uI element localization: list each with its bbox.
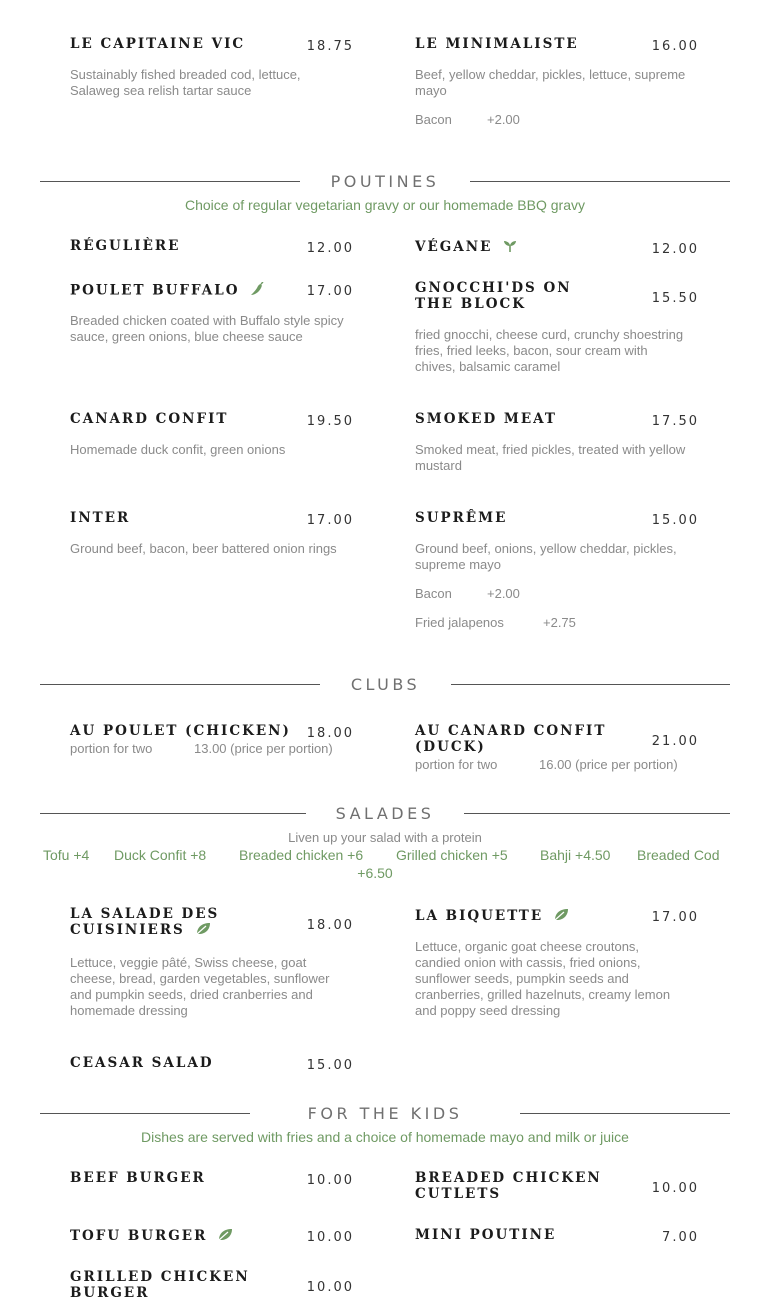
item-name: VÉGANE <box>415 239 493 255</box>
item-name: SMOKED MEAT <box>415 411 557 427</box>
item-price: 12.00 <box>306 241 354 256</box>
item-description: fried gnocchi, cheese curd, crunchy shoestring fries, fried leeks, bacon, sour cream with chives, balsamic caramel <box>415 327 684 374</box>
item-price: 10.00 <box>651 1181 699 1196</box>
leaf-icon <box>218 1228 233 1245</box>
section-divider <box>40 813 306 814</box>
section-title: POUTINES <box>330 172 440 191</box>
protein-option: Grilled chicken +5 <box>396 847 508 863</box>
extra-label: Bacon <box>415 112 452 127</box>
item-description: Lettuce, organic goat cheese croutons, candied onion with cassis, fried onions, sunflower seeds, pumpkin seeds and cranberries, grilled hazelnuts, creamy lemon and poppy seed dressing <box>415 939 671 1018</box>
extra-label: Fried jalapenos <box>415 615 504 630</box>
item-price: 17.00 <box>306 284 354 299</box>
item-name: TOFU BURGER <box>70 1228 208 1244</box>
item-price: 18.75 <box>306 39 354 54</box>
section-title: CLUBS <box>350 675 421 694</box>
item-price: 15.50 <box>651 291 699 306</box>
item-price: 10.00 <box>306 1230 354 1245</box>
item-name-row <box>70 906 230 939</box>
section-subtitle: Dishes are served with fries and a choice of homemade mayo and milk or juice <box>141 1129 629 1145</box>
leaf-icon <box>196 922 211 939</box>
item-description: Lettuce, veggie pâté, Swiss cheese, goat cheese, bread, garden vegetables, sunflower and pumpkin seeds, dried cranberries and homemade dressing <box>70 955 330 1018</box>
protein-option-price: +6.50 <box>357 865 393 881</box>
extra-price: +2.00 <box>487 112 520 127</box>
portion-price: 16.00 (price per portion) <box>539 757 678 772</box>
item-name: LA SALADE DES CUISINIERS <box>70 906 220 938</box>
item-description: Breaded chicken coated with Buffalo style spicy sauce, green onions, blue cheese sauce <box>70 313 344 344</box>
sprout-icon <box>503 240 517 256</box>
item-price: 7.00 <box>662 1230 699 1245</box>
item-name-row <box>415 908 569 925</box>
item-price: 17.00 <box>651 910 699 925</box>
extra-price: +2.75 <box>543 615 576 630</box>
item-price: 18.00 <box>306 726 354 741</box>
item-name: GRILLED CHICKEN BURGER <box>70 1269 250 1301</box>
section-divider <box>451 684 730 685</box>
protein-option: Breaded Cod <box>637 847 720 863</box>
item-price: 17.00 <box>306 513 354 528</box>
section-divider <box>40 684 320 685</box>
item-price: 19.50 <box>306 414 354 429</box>
item-name: BREADED CHICKEN CUTLETS <box>415 1170 602 1202</box>
item-name-row <box>415 239 517 256</box>
item-name: INTER <box>70 510 131 526</box>
item-price: 10.00 <box>306 1173 354 1188</box>
item-name: CEASAR SALAD <box>70 1055 214 1071</box>
item-name: POULET BUFFALO <box>70 282 240 299</box>
item-price: 12.00 <box>651 242 699 257</box>
item-name-row <box>70 282 264 300</box>
item-description: Sustainably fished breaded cod, lettuce, Salaweg sea relish tartar sauce <box>70 67 301 98</box>
item-name: LA BIQUETTE <box>415 908 544 924</box>
portion-price: 13.00 (price per portion) <box>194 741 333 756</box>
item-price: 18.00 <box>306 918 354 933</box>
portion-label: portion for two <box>70 741 153 756</box>
item-name: LE CAPITAINE VIC <box>70 36 246 52</box>
extra-label: Bacon <box>415 586 452 601</box>
item-description: Beef, yellow cheddar, pickles, lettuce, supreme mayo <box>415 67 686 98</box>
section-divider <box>40 1113 250 1114</box>
item-name: BEEF BURGER <box>70 1170 206 1186</box>
section-divider <box>470 181 730 182</box>
item-name: MINI POUTINE <box>415 1227 557 1243</box>
item-name: CANARD CONFIT <box>70 411 229 427</box>
item-price: 15.00 <box>306 1058 354 1073</box>
item-name: AU CANARD CONFIT (DUCK) <box>415 723 607 755</box>
extra-price: +2.00 <box>487 586 520 601</box>
item-price: 15.00 <box>651 513 699 528</box>
item-name: SUPRÊME <box>415 510 508 526</box>
section-subtitle: Choice of regular vegetarian gravy or our homemade BBQ gravy <box>185 197 585 213</box>
section-title: FOR THE KIDS <box>307 1104 463 1123</box>
item-name-row <box>70 1228 233 1245</box>
item-description: Homemade duck confit, green onions <box>70 442 286 457</box>
item-name: GNOCCHI'DS ON THE BLOCK <box>415 280 572 312</box>
item-description: Smoked meat, fried pickles, treated with yellow mustard <box>415 442 686 473</box>
item-price: 17.50 <box>651 414 699 429</box>
protein-option: Breaded chicken +6 <box>239 847 364 863</box>
protein-option: Tofu +4 <box>43 847 90 863</box>
item-name: LE MINIMALISTE <box>415 36 579 52</box>
portion-label: portion for two <box>415 757 498 772</box>
section-divider <box>40 181 300 182</box>
section-divider <box>520 1113 730 1114</box>
protein-option: Bahji +4.50 <box>540 847 611 863</box>
section-title: SALADES <box>335 804 435 823</box>
protein-option: Duck Confit +8 <box>114 847 207 863</box>
item-name: RÉGULIÈRE <box>70 238 181 254</box>
section-subtitle: Liven up your salad with a protein <box>288 830 482 845</box>
item-description: Ground beef, bacon, beer battered onion rings <box>70 541 337 556</box>
item-description: Ground beef, onions, yellow cheddar, pickles, supreme mayo <box>415 541 677 572</box>
item-price: 10.00 <box>306 1280 354 1295</box>
chili-pepper-icon <box>250 282 264 300</box>
item-price: 16.00 <box>651 39 699 54</box>
leaf-icon <box>554 908 569 925</box>
item-price: 21.00 <box>651 734 699 749</box>
section-divider <box>464 813 730 814</box>
item-name: AU POULET (CHICKEN) <box>70 723 291 739</box>
